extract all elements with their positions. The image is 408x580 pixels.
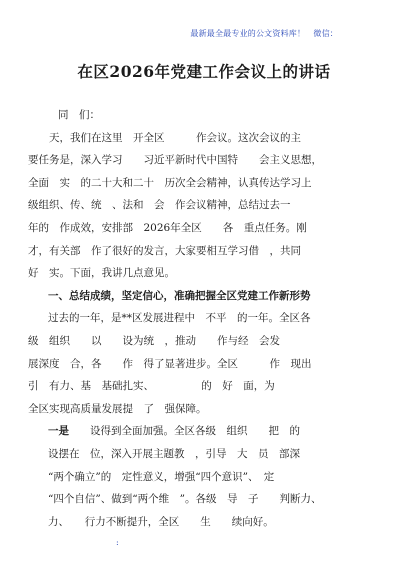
body-line: 展深度 合，各 作 得了显著进步。全区 作 现出 xyxy=(28,357,312,370)
body-line: 过去的一年，是**区发展进程中 不平 的一年。全区各 xyxy=(48,312,311,325)
body-line: 年的 作成效，安排部 2026年全区 各 重点任务。刚 xyxy=(28,221,307,234)
footer-mark: : xyxy=(116,538,119,547)
section-heading: 一、总结成绩，坚定信心，准确把握全区党建工作新形势 xyxy=(48,289,311,302)
body-line: 要任务是，深入学习 习近平新时代中国特 会主义思想， xyxy=(28,154,322,167)
salutation: 同 们： xyxy=(58,109,100,121)
lead-label: 一是 xyxy=(48,425,69,438)
document-title: 在区2026年党建工作会议上的讲话 xyxy=(77,62,331,81)
body-line: 力、 行力不断提升，全区 生 续向好。 xyxy=(48,515,274,528)
banner-text: 最新最全最专业的公文资料库！ xyxy=(190,29,306,38)
body-line: 全面 实 的二十大和二十 历次全会精神，认真传达学习上 xyxy=(28,176,312,189)
body-line: 全区实现高质量发展提 了 强保障。 xyxy=(28,402,207,415)
body-line: 才，有关部 作了很好的发言，大家要相互学习借 ，共同 xyxy=(28,244,301,257)
body-line: “四个自信”、做到“两个维 ”。各级 导 子 判断力、 xyxy=(48,493,322,506)
body-line: “两个确立”的 定性意义，增强“四个意识”、 定 xyxy=(48,470,275,483)
body-line: 级组织、传、统 、法和 会 作会议精神，总结过去一 xyxy=(28,199,291,212)
resource-banner xyxy=(0,28,338,39)
body-line: 引 有力、基 基础扎实、 的 好 面，为 xyxy=(28,380,275,393)
body-line xyxy=(48,420,358,443)
body-line: 设摆在 位，深入开展主题教 ，引导 大 员 部深 xyxy=(48,447,300,460)
body-line: 天，我们在这里 开全区 作会议。这次会议的主 xyxy=(28,131,301,144)
banner-contact: 微信： xyxy=(313,29,338,38)
document-body xyxy=(28,104,358,533)
body-line: 好 实。下面，我讲几点意见。 xyxy=(28,267,175,280)
lead-text: 设得到全面加强。全区各级 组织 把 的 xyxy=(69,425,300,438)
body-line: 级 组织 以 设为统 ，推动 作与经 会发 xyxy=(28,334,280,347)
